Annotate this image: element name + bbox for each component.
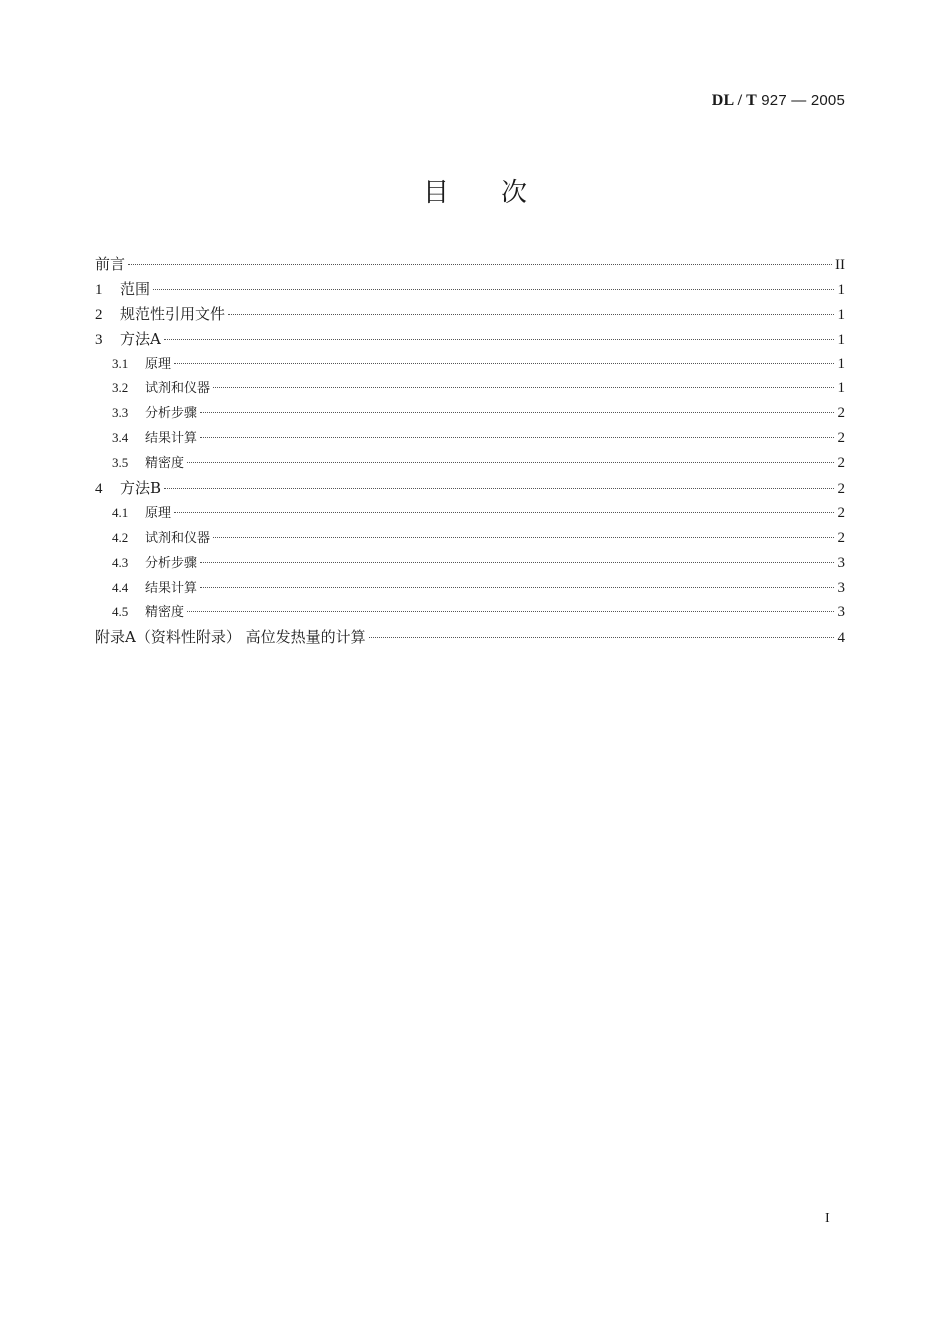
toc-entry-number: 4.3 <box>112 554 129 570</box>
toc-entry[interactable] <box>95 476 845 501</box>
toc-entry[interactable] <box>95 426 845 451</box>
toc-entry-title: 精密度 <box>145 605 185 621</box>
toc-entry-number: 3.4 <box>112 430 129 446</box>
toc-entry-number: 4.2 <box>112 529 129 545</box>
toc-entry[interactable] <box>95 551 845 576</box>
dot-leader <box>187 462 834 463</box>
toc-entry[interactable] <box>95 600 845 625</box>
toc-entry-title: 试剂和仪器 <box>145 381 211 397</box>
toc-entry-title: 前言 <box>95 255 126 273</box>
dot-leader <box>164 488 834 489</box>
toc-entry-page: 1 <box>837 331 845 348</box>
toc-entry-number: 4.1 <box>112 504 129 520</box>
toc-entry-title: 附录A（资料性附录） 高位发热量的计算 <box>95 628 366 647</box>
dot-leader <box>187 611 834 612</box>
toc-entry-title: 分析步骤 <box>145 406 198 422</box>
toc-entry-number: 2 <box>95 306 103 323</box>
toc-entry[interactable] <box>95 625 845 650</box>
dot-leader <box>128 264 832 265</box>
footer-page-number: I <box>825 1211 830 1226</box>
toc-entry-number: 3 <box>95 331 103 348</box>
standard-number: 927 — 2005 <box>761 92 845 109</box>
toc-entry-title: 方法B <box>120 479 162 498</box>
toc-entry-number: 3.3 <box>112 405 129 421</box>
toc-entry[interactable] <box>95 376 845 401</box>
toc-entry-page: 2 <box>837 405 845 422</box>
page-title: 目次 <box>422 178 579 208</box>
standard-prefix: DL / T <box>711 92 758 109</box>
toc-entry-title: 范围 <box>120 279 151 298</box>
toc-entry-title: 结果计算 <box>145 580 198 596</box>
toc-entry-page: 2 <box>837 504 845 521</box>
toc-entry-number: 3.1 <box>112 355 129 371</box>
dot-leader <box>174 512 834 513</box>
dot-leader <box>200 412 834 413</box>
dot-leader <box>174 363 834 364</box>
toc-entry[interactable] <box>95 401 845 426</box>
dot-leader <box>369 637 834 638</box>
dot-leader <box>228 314 834 315</box>
toc-entry[interactable] <box>95 576 845 601</box>
dot-leader <box>213 387 834 388</box>
dot-leader <box>200 437 834 438</box>
toc-entry-page: 2 <box>837 430 845 447</box>
toc-entry[interactable] <box>95 501 845 526</box>
toc-entry[interactable] <box>95 327 845 352</box>
toc-entry[interactable] <box>95 526 845 551</box>
toc-entry-page: 1 <box>837 380 845 397</box>
toc-entry-title: 分析步骤 <box>145 555 198 571</box>
dot-leader <box>213 537 834 538</box>
toc-entry[interactable] <box>95 277 845 302</box>
toc-entry-title: 精密度 <box>145 456 185 472</box>
toc-entry-title: 原理 <box>145 505 172 521</box>
toc-entry-page: 1 <box>837 281 845 298</box>
dot-leader <box>200 587 834 588</box>
toc-entry-page: II <box>835 257 845 273</box>
toc-entry-page: 1 <box>837 355 845 372</box>
toc-entry-number: 1 <box>95 281 103 298</box>
toc-entry-page: 3 <box>837 579 845 596</box>
standard-code <box>712 92 845 110</box>
toc-entry-number: 4 <box>95 481 103 498</box>
toc-entry[interactable] <box>95 252 845 277</box>
toc-entry-page: 2 <box>837 529 845 546</box>
toc-entry-number: 4.5 <box>112 604 129 620</box>
toc-entry-number: 3.2 <box>112 380 129 396</box>
toc-entry-title: 方法A <box>120 329 161 348</box>
toc-entry-page: 2 <box>837 481 845 498</box>
toc-entry-page: 2 <box>837 455 845 472</box>
toc-entry[interactable] <box>95 451 845 476</box>
toc-entry-page: 4 <box>837 630 845 647</box>
toc-entry[interactable] <box>95 352 845 377</box>
toc-entry-title: 结果计算 <box>145 431 198 447</box>
toc-entry[interactable] <box>95 302 845 327</box>
toc-entry-page: 1 <box>837 306 845 323</box>
table-of-contents <box>95 252 845 650</box>
dot-leader <box>164 339 834 340</box>
toc-entry-title: 原理 <box>145 356 172 372</box>
toc-entry-page: 3 <box>837 554 845 571</box>
dot-leader <box>153 289 834 290</box>
dot-leader <box>200 562 834 563</box>
toc-entry-title: 试剂和仪器 <box>145 530 211 546</box>
toc-entry-title: 规范性引用文件 <box>120 304 226 323</box>
toc-entry-page: 3 <box>837 604 845 621</box>
toc-entry-number: 3.5 <box>112 455 129 471</box>
toc-entry-number: 4.4 <box>112 579 129 595</box>
